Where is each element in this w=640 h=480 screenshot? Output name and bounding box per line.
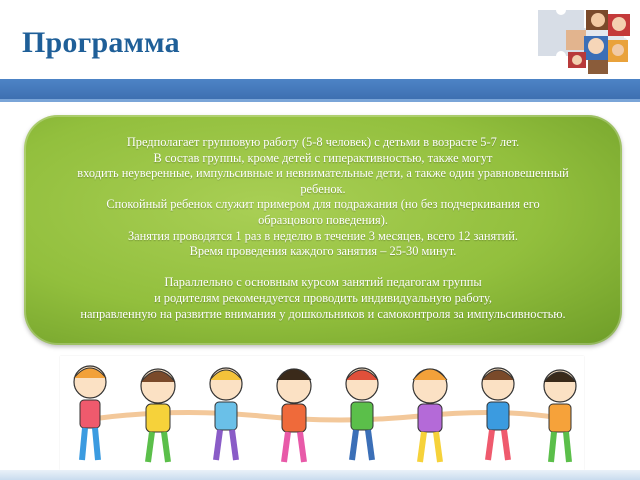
panel-line: Параллельно с основным курсом занятий педагогам группы	[164, 275, 482, 290]
footer-band	[0, 470, 640, 480]
panel-line: образцового поведения).	[258, 212, 388, 227]
panel-line-spacer	[34, 260, 612, 276]
panel-line: входить неуверенные, импульсивные и невнимательные дети, а также один уравновешенный	[77, 166, 569, 181]
header-band	[0, 79, 640, 99]
panel-line: ребенок.	[300, 181, 346, 196]
panel-line: направленную на развитие внимания у дошкольников и самоконтроля за импульсивностью.	[80, 306, 566, 321]
slide-title: Программа	[22, 26, 180, 59]
puzzle-collage-icon	[528, 0, 640, 78]
header-band-accent	[0, 99, 640, 102]
panel-line: Спокойный ребенок служит примером для подражания (но без подчеркивания его	[106, 197, 540, 212]
panel-line: Предполагает групповую работу (5-8 человек) с детьми в возрасте 5-7 лет.	[126, 135, 520, 149]
panel-line: Занятия проводятся 1 раз в неделю в течение 3 месяцев, всего 12 занятий.	[127, 228, 519, 243]
program-description-panel	[24, 115, 622, 345]
panel-line: Время проведения каждого занятия – 25-30 минут.	[189, 244, 457, 259]
children-illustration	[60, 356, 584, 470]
panel-line: В состав группы, кроме детей с гиперактивностью, также могут	[153, 150, 493, 165]
program-description-text	[34, 135, 612, 322]
panel-line: и родителям рекомендуется проводить индивидуальную работу,	[154, 290, 492, 305]
